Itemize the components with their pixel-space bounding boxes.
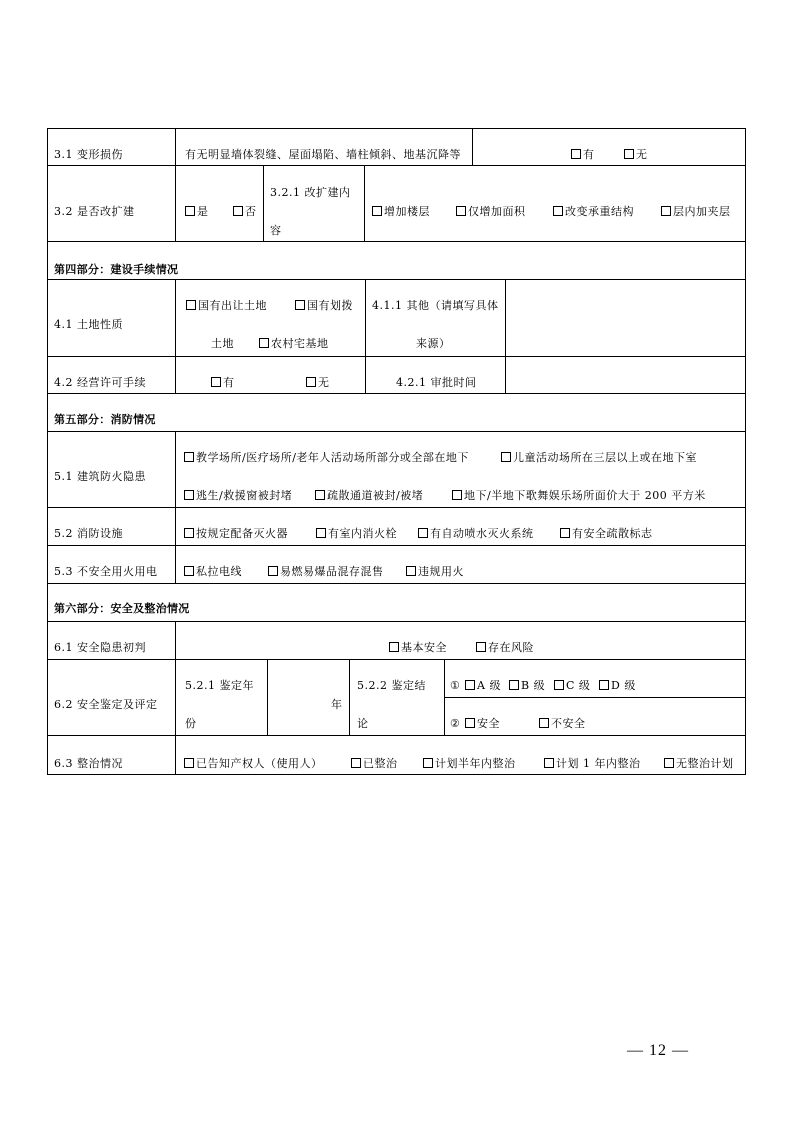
- checkbox-icon[interactable]: [315, 490, 325, 500]
- rule: [365, 279, 366, 393]
- checkbox-icon[interactable]: [351, 758, 361, 768]
- option-homestead[interactable]: 农村宅基地: [259, 337, 329, 351]
- option-safe[interactable]: 安全: [465, 717, 500, 731]
- option-add-floors[interactable]: 增加楼层: [372, 205, 430, 219]
- rule: [47, 507, 746, 508]
- option-exit-blocked[interactable]: 疏散通道被封/被堵: [315, 489, 423, 503]
- checkbox-icon[interactable]: [539, 718, 549, 728]
- checkbox-icon[interactable]: [372, 206, 382, 216]
- option-sprinkler[interactable]: 有自动喷水灭火系统: [418, 527, 534, 541]
- checkbox-icon[interactable]: [186, 300, 196, 310]
- option-exit-signs[interactable]: 有安全疏散标志: [560, 527, 653, 541]
- checkbox-icon[interactable]: [423, 758, 433, 768]
- row-label-3-1: 3.1 变形损伤: [54, 148, 123, 161]
- checkbox-icon[interactable]: [456, 206, 466, 216]
- option-state-transfer[interactable]: 国有出让土地: [186, 299, 267, 313]
- option-illegal-fire[interactable]: 违规用火: [406, 565, 464, 579]
- option-grade-d[interactable]: D 级: [599, 679, 636, 693]
- option-children-upper-floor[interactable]: 儿童活动场所在三层以上或在地下室: [501, 451, 697, 465]
- row-label-6-2: 6.2 安全鉴定及评定: [54, 698, 158, 711]
- checkbox-icon[interactable]: [184, 490, 194, 500]
- checkbox-icon[interactable]: [184, 452, 194, 462]
- checkbox-icon[interactable]: [184, 566, 194, 576]
- checkbox-icon[interactable]: [259, 338, 269, 348]
- rule: [47, 165, 746, 166]
- sub-label-5-2-2: 5.2.2 鉴定结: [357, 679, 426, 692]
- rule: [444, 659, 445, 735]
- option-extinguishers[interactable]: 按规定配备灭火器: [184, 527, 288, 541]
- rule: [175, 128, 176, 241]
- checkbox-icon[interactable]: [465, 680, 475, 690]
- option-grade-a[interactable]: A 级: [465, 679, 501, 693]
- option-grade-c[interactable]: C 级: [554, 679, 590, 693]
- row-label-3-2: 3.2 是否改扩建: [54, 205, 135, 218]
- rule: [349, 659, 350, 735]
- year-unit: 年: [331, 698, 343, 711]
- checkbox-icon[interactable]: [316, 528, 326, 538]
- sub-label-5-2-2-cont: 论: [357, 717, 369, 730]
- rule: [47, 431, 746, 432]
- checkbox-icon[interactable]: [476, 642, 486, 652]
- option-illegal-wiring[interactable]: 私拉电线: [184, 565, 242, 579]
- section-heading-4: 第四部分：建设手续情况: [54, 263, 179, 276]
- marker-2: ②: [450, 717, 461, 730]
- page-number: — 12 —: [627, 1042, 689, 1059]
- rule: [444, 697, 746, 698]
- option-no[interactable]: 否: [233, 205, 257, 219]
- sub-label-4-1-1: 4.1.1 其他（请填写具体: [372, 299, 499, 312]
- checkbox-icon[interactable]: [233, 206, 243, 216]
- sub-label-5-2-1-cont: 份: [185, 717, 197, 730]
- option-add-area[interactable]: 仅增加面积: [456, 205, 526, 219]
- sub-label-4-2-1: 4.2.1 审批时间: [396, 376, 477, 389]
- checkbox-icon[interactable]: [560, 528, 570, 538]
- rule: [745, 128, 746, 775]
- option-one-year-plan[interactable]: 计划 1 年内整治: [544, 757, 641, 771]
- option-yes[interactable]: 是: [185, 205, 209, 219]
- rule: [47, 128, 746, 129]
- row-label-5-3: 5.3 不安全用火用电: [54, 565, 158, 578]
- option-yes[interactable]: 有: [571, 148, 595, 162]
- rule: [47, 735, 746, 736]
- row-label-6-3: 6.3 整治情况: [54, 757, 123, 770]
- option-owner-notified[interactable]: 已告知产权人（使用人）: [184, 757, 323, 771]
- checkbox-icon[interactable]: [295, 300, 305, 310]
- checkbox-icon[interactable]: [599, 680, 609, 690]
- checkbox-icon[interactable]: [184, 758, 194, 768]
- checkbox-icon[interactable]: [554, 680, 564, 690]
- option-flammable-storage[interactable]: 易燃易爆品混存混售: [268, 565, 384, 579]
- section-heading-6: 第六部分：安全及整治情况: [54, 602, 190, 615]
- checkbox-icon[interactable]: [465, 718, 475, 728]
- option-hydrant[interactable]: 有室内消火栓: [316, 527, 397, 541]
- checkbox-icon[interactable]: [406, 566, 416, 576]
- rule: [364, 165, 365, 241]
- rule: [47, 393, 746, 394]
- checkbox-icon[interactable]: [624, 149, 634, 159]
- option-no-plan[interactable]: 无整治计划: [664, 757, 734, 771]
- rule: [47, 241, 746, 242]
- row-label-5-1: 5.1 建筑防火隐患: [54, 470, 146, 483]
- rule: [47, 356, 746, 357]
- option-no[interactable]: 无: [306, 376, 330, 390]
- rule: [47, 621, 746, 622]
- sub-label-5-2-1: 5.2.1 鉴定年: [185, 679, 254, 692]
- question-3-1: 有无明显墙体裂缝、屋面塌陷、墙柱倾斜、地基沉降等: [185, 148, 461, 161]
- checkbox-icon[interactable]: [184, 528, 194, 538]
- rule: [175, 621, 176, 775]
- row-label-5-2: 5.2 消防设施: [54, 527, 123, 540]
- checkbox-icon[interactable]: [389, 642, 399, 652]
- checkbox-icon[interactable]: [452, 490, 462, 500]
- section-heading-5: 第五部分：消防情况: [54, 413, 156, 426]
- option-rectified[interactable]: 已整治: [351, 757, 398, 771]
- option-no[interactable]: 无: [624, 148, 648, 162]
- checkbox-icon[interactable]: [664, 758, 674, 768]
- option-underground-venues[interactable]: 教学场所/医疗场所/老年人活动场所部分或全部在地下: [184, 451, 469, 465]
- checkbox-icon[interactable]: [306, 377, 316, 387]
- rule: [505, 279, 506, 393]
- checkbox-icon[interactable]: [509, 680, 519, 690]
- option-window-blocked[interactable]: 逃生/救援窗被封堵: [184, 489, 292, 503]
- option-change-structure[interactable]: 改变承重结构: [553, 205, 634, 219]
- rule: [47, 774, 746, 775]
- row-label-6-1: 6.1 安全隐患初判: [54, 641, 146, 654]
- rule: [472, 128, 473, 165]
- row-label-4-1: 4.1 土地性质: [54, 318, 123, 331]
- checkbox-icon[interactable]: [268, 566, 278, 576]
- option-unsafe[interactable]: 不安全: [539, 717, 586, 731]
- survey-form-table: [47, 128, 746, 775]
- option-underground-entertainment[interactable]: 地下/半地下歌舞娱乐场所面价大于 200 平方米: [452, 489, 706, 503]
- option-basically-safe[interactable]: 基本安全: [389, 641, 447, 655]
- checkbox-icon[interactable]: [418, 528, 428, 538]
- checkbox-icon[interactable]: [571, 149, 581, 159]
- option-yes[interactable]: 有: [211, 376, 235, 390]
- rule: [47, 659, 746, 660]
- marker-1: ①: [450, 679, 461, 692]
- sub-label-4-1-1-cont: 来源）: [416, 337, 451, 350]
- rule: [175, 279, 176, 393]
- sub-label-3-2-1: 3.2.1 改扩建内: [270, 186, 351, 199]
- checkbox-icon[interactable]: [185, 206, 195, 216]
- rule: [47, 279, 746, 280]
- rule: [175, 431, 176, 583]
- option-state-allocated-cont: 土地: [211, 337, 234, 350]
- checkbox-icon[interactable]: [661, 206, 671, 216]
- rule: [47, 545, 746, 546]
- rule: [267, 659, 268, 735]
- checkbox-icon[interactable]: [544, 758, 554, 768]
- option-state-allocated[interactable]: 国有划拨: [295, 299, 353, 313]
- row-label-4-2: 4.2 经营许可手续: [54, 376, 146, 389]
- checkbox-icon[interactable]: [501, 452, 511, 462]
- rule: [263, 165, 264, 241]
- rule: [47, 128, 48, 775]
- rule: [47, 583, 746, 584]
- option-grade-b[interactable]: B 级: [509, 679, 545, 693]
- checkbox-icon[interactable]: [211, 377, 221, 387]
- option-mezzanine[interactable]: 层内加夹层: [661, 205, 731, 219]
- sub-label-3-2-1-cont: 容: [270, 224, 282, 237]
- option-half-year-plan[interactable]: 计划半年内整治: [423, 757, 516, 771]
- checkbox-icon[interactable]: [553, 206, 563, 216]
- option-at-risk[interactable]: 存在风险: [476, 641, 534, 655]
